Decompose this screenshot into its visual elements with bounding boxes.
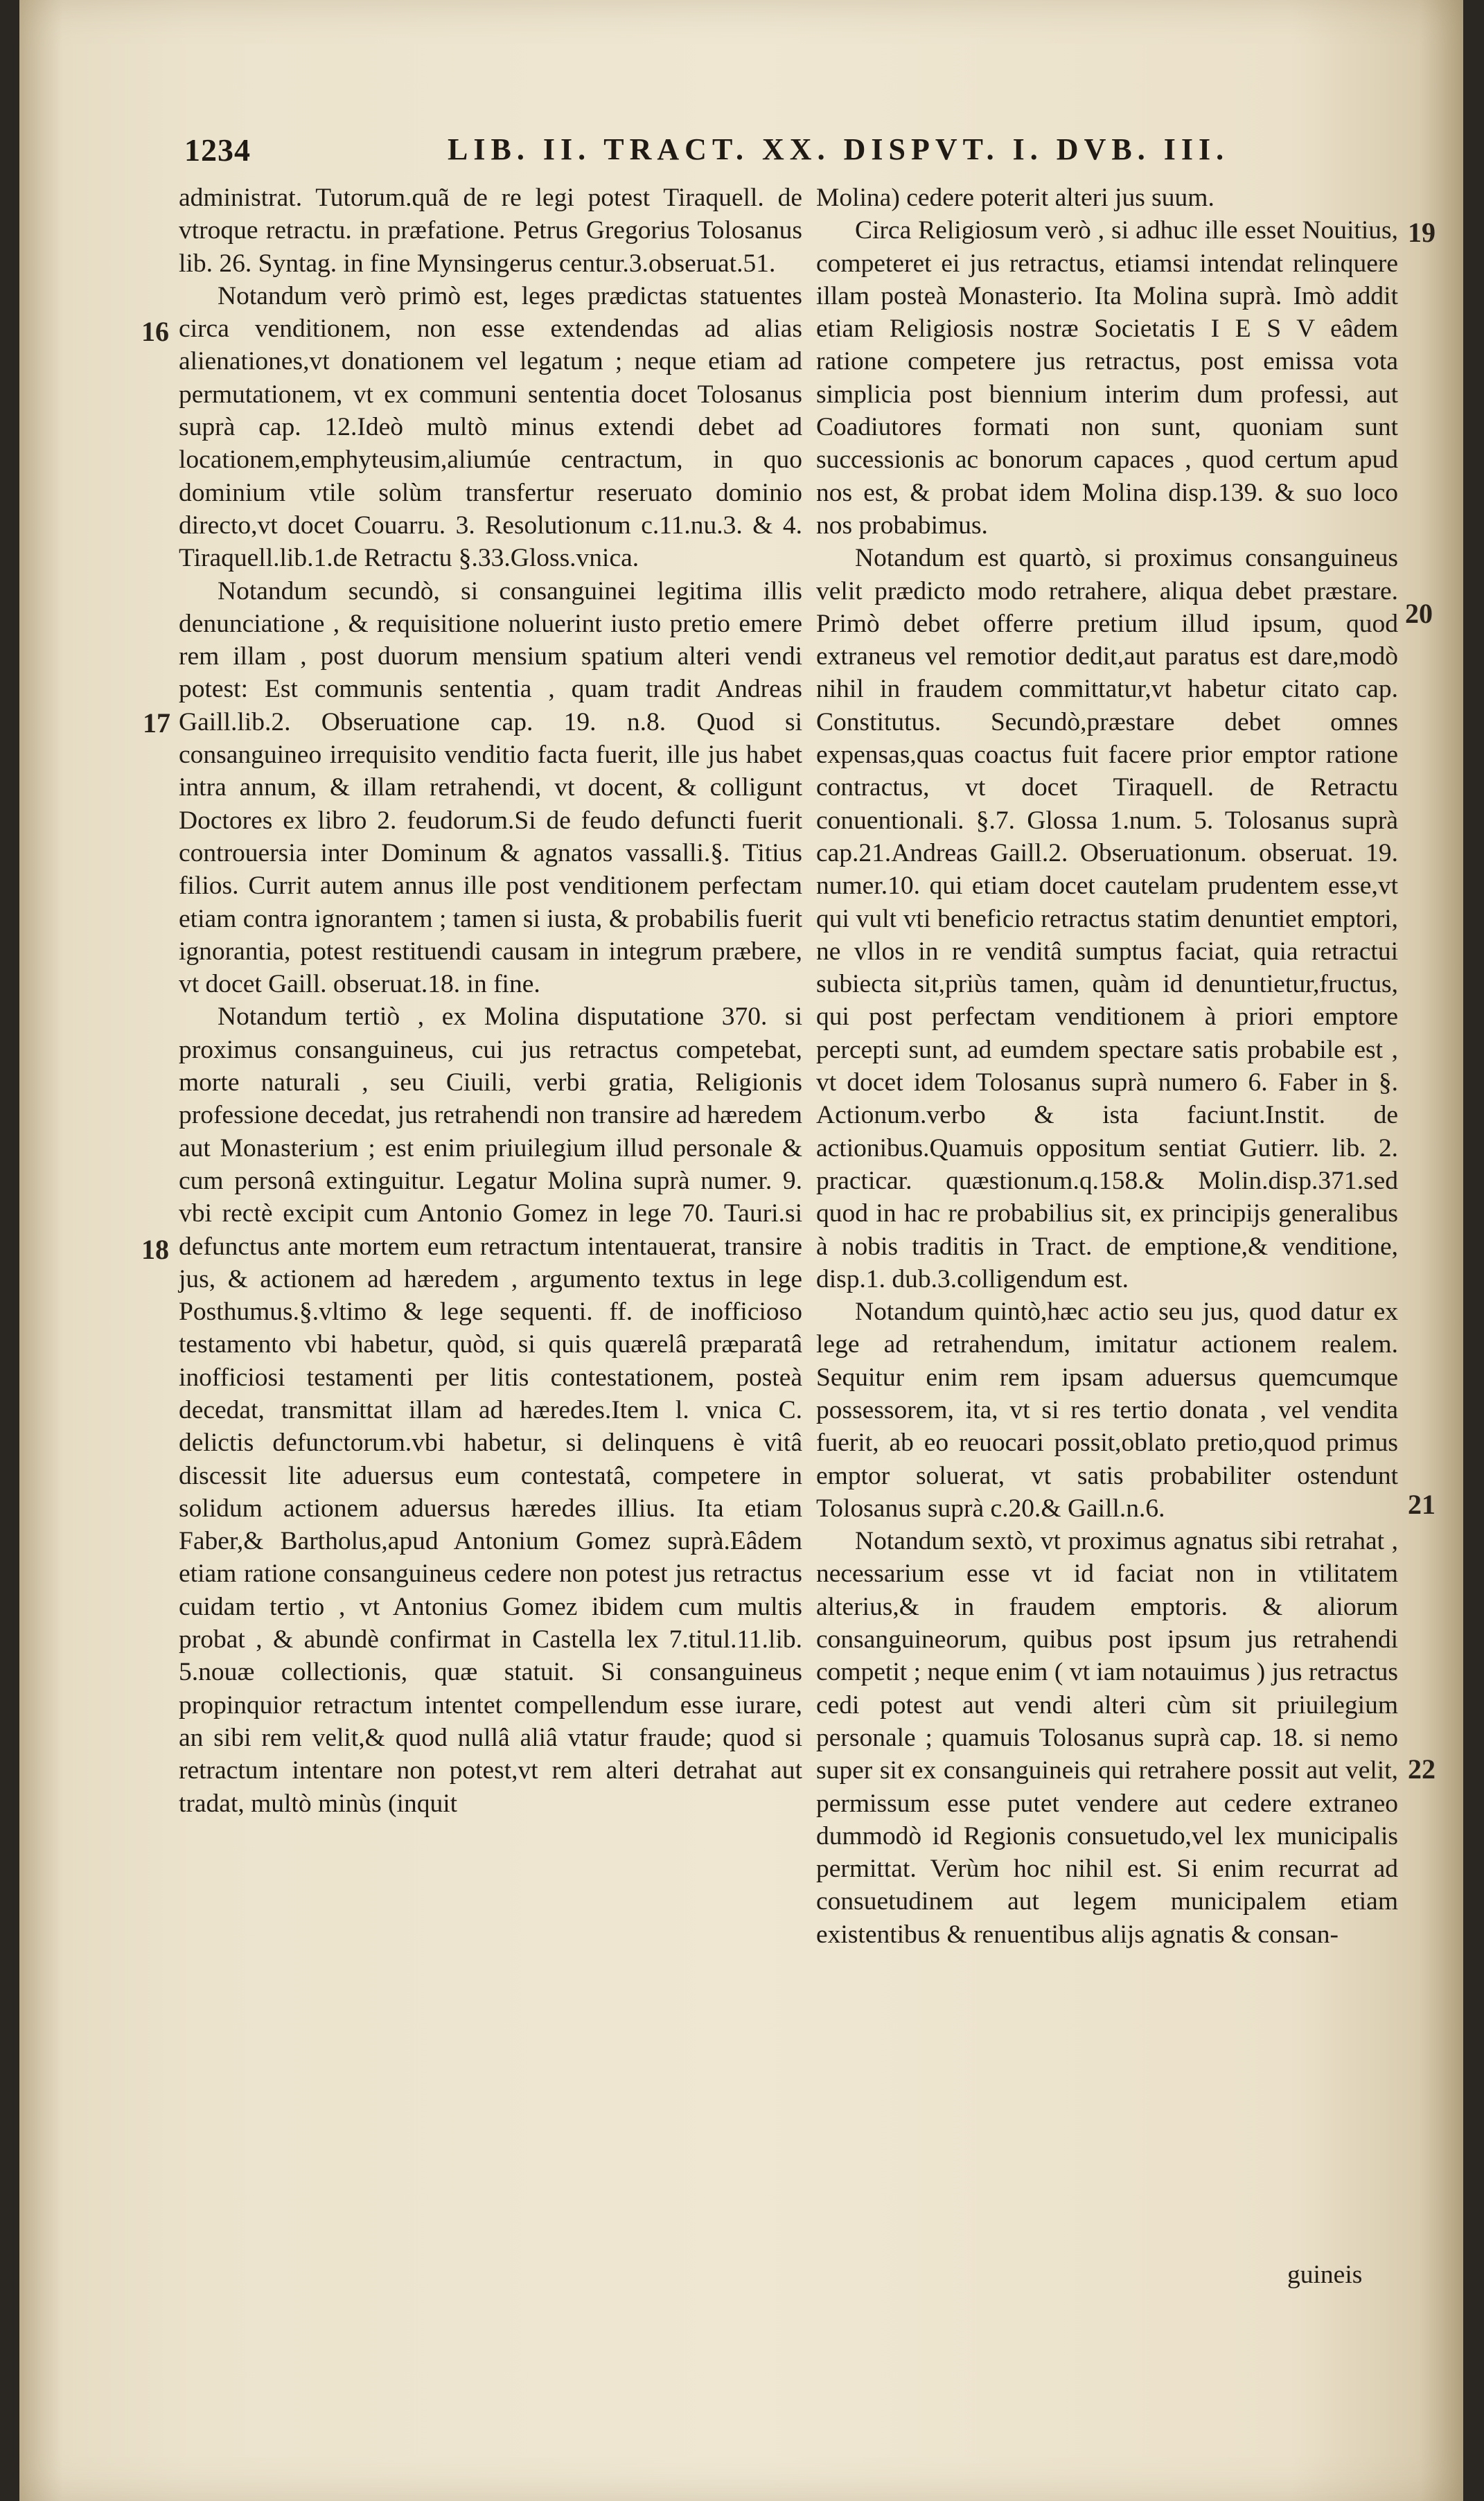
paragraph: Notandum quintò,hæc actio seu jus, quod datur ex lege ad retrahendum, imitatur actionem realem. Sequitur enim rem ipsam aduersus quemcumque possessorem, ita, vt si res tertio donata , vel vendita fuerit, ab eo reuocari possit,oblato pretio,quod primus emptor soluerat, vt satis probabiliter ostendunt Tolosanus suprà c.20.& Gaill.n.6. xyxy=(816,1298,1398,1523)
paragraph: Circa Religiosum verò , si adhuc ille esset Nouitius, competeret ei jus retractus, etiamsi intendat relinquere illam posteà Monasterio. Ita Molina suprà. Imò addit etiam Religiosis nostræ Societatis I E S V eâdem ratione competere jus retractus, post emissa vota simplicia post biennium interim dum professi, aut Coadiutores formati non sunt, quoniam sunt successionis ac bonorum capaces , quod certum apud nos est, & probat idem Molina disp.139. & suo loco nos probabimus. xyxy=(816,216,1398,540)
margin-number: 17 xyxy=(143,707,170,739)
running-title: LIB. II. TRACT. XX. DISPVT. I. DVB. III. xyxy=(448,132,1230,166)
paragraph: Notandum tertiò , ex Molina disputatione 370. si proximus consanguineus, cui jus retractus competebat, morte naturali , seu Ciuili, verbi gratia, Religionis professione decedat, jus retrahendi non transire ad hæredem aut Monasterium ; est enim priuilegium illud personale & cum personâ extinguitur. Legatur Molina suprà numer. 9. vbi rectè excipit cum Antonio Gomez in lege 70. Tauri.si defunctus ante mortem eum retractum intentauerat, transire jus, & actionem ad hæredem , argumento textus in lege Posthumus.§.vltimo & lege sequenti. ff. de inofficioso testamento vbi habetur, quòd, si quis quærelâ præparatâ inofficiosi testamenti per litis contestationem, posteà decedat, transmittat illam ad hæredes.Item l. vnica C. delictis defunctorum.vbi habetur, si delinquens è vitâ discessit lite aduersus eum contestatâ, competere in solidum actionem aduersus hæredes illius. Ita etiam Faber,& Bartholus,apud Antonium Gomez suprà.Eâdem etiam ratione consanguineus cedere non potest jus retractus cuidam tertio , vt Antonius Gomez ibidem cum multis probat , & abundè confirmat in Castella lex 7.titul.11.lib. 5.nouæ collectionis, quæ statuit. Si consanguineus propinquior retractum intentet compellendum esse iurare, an sibi rem velit,& quod nullâ aliâ vtatur fraude; quod si retractum intentare non potest,vt rem alteri detrahat aut tradat, multò minùs (inquit xyxy=(179,1002,802,1818)
page-header xyxy=(184,132,1251,180)
left-column xyxy=(179,182,802,1820)
margin-number: 18 xyxy=(141,1234,169,1265)
book-page xyxy=(19,0,1463,2501)
margin-number: 21 xyxy=(1408,1489,1436,1520)
page-number: 1234 xyxy=(184,132,251,168)
catchword: guineis xyxy=(1287,2261,1363,2289)
paragraph: Notandum secundò, si consanguinei legitima illis denunciatione , & requisitione noluerint iusto pretio emere rem illam , post duorum mensium spatium alteri vendi potest: Est communis sententia , quam tradit Andreas Gaill.lib.2. Obseruatione cap. 19. n.8. Quod si consanguineo irrequisito venditio facta fuerit, ille jus habet intra annum, & illam retrahendi, vt docent, & colligunt Doctores ex libro 2. feudorum.Si de feudo defuncti fuerit controuersia inter Dominum & agnatos vassalli.§. Titius filios. Currit autem annus ille post venditionem perfectam etiam contra ignorantem ; tamen si iusta, & probabilis fuerit ignorantia, potest restituendi causam in integrum præbere, vt docet Gaill. obseruat.18. in fine. xyxy=(179,576,802,999)
paragraph: Notandum sextò, vt proximus agnatus sibi retrahat , necessarium esse vt id faciat non in vtilitatem alterius,& in fraudem emptoris. & aliorum consanguineorum, quibus post ipsum jus retrahendi competit ; neque enim ( vt iam notauimus ) jus retractus cedi potest aut vendi alteri cùm sit priuilegium personale ; quamuis Tolosanus suprà cap. 18. si nemo super sit ex consanguineis qui retrahere possit aut velit, permissum esse putet vendere aut cedere extraneo dummodò id Regionis consuetudo,vel lex municipalis permittat. Verùm hoc nihil est. Si enim recurrat ad consuetudinem aut legem municipalem etiam existentibus & renuentibus alijs agnatis & consan- xyxy=(816,1527,1398,1949)
paragraph: Notandum est quartò, si proximus consanguineus velit prædicto modo retrahere, aliqua debet præstare. Primò debet offerre pretium illud ipsum, quod extraneus vel remotior dedit,aut paratus est dare,modò nihil in fraudem committatur,vt habetur citato cap. Constitutus. Secundò,præstare debet omnes expensas,quas coactus fuit facere prior emptor ratione contractus, vt docet Tiraquell. de Retractu conuentionali. §.7. Glossa 1.num. 5. Tolosanus suprà cap.21.Andreas Gaill.2. Obseruationum. obseruat. 19. numer.10. qui etiam docet cautelam prudentem esse,vt qui vult vti beneficio retractus statim denuntiet emptori, ne vllos in re venditâ sumptus faciat, quia retractui subiecta sit,priùs tamen, quàm id denuntietur,fructus, qui post perfectam venditionem à priori emptore percepti sunt, ad eumdem spectare satis probabile est , vt docet idem Tolosanus suprà numero 6. Faber in §. Actionum.verbo & ista faciunt.Instit. de actionibus.Quamuis oppositum sentiat Gutierr. lib. 2. practicar. quæstionum.q.158.& Molin.disp.371.sed quod in hac re probabilius sit, ex principijs generalibus à nobis traditis in Tract. de emptione,& venditione, disp.1. dub.3.colligendum est. xyxy=(816,544,1398,1293)
margin-number: 16 xyxy=(141,316,169,347)
paragraph: administrat. Tutorum.quã de re legi potest Tiraquell. de vtroque retractu. in præfatione. Petrus Gregorius Tolosanus lib. 26. Syntag. in fine Mynsingerus centur.3.obseruat.51. xyxy=(179,184,802,278)
paragraph: Notandum verò primò est, leges prædictas statuentes circa venditionem, non esse extendendas ad alias alienationes,vt donationem vel legatum ; neque etiam ad permutationem, vt ex communi sententia docet Tolosanus suprà cap. 12.Ideò multò minus extendi debet ad locationem,emphyteusim,aliumúe centractum, in quo dominium vtile solùm transfertur reseruato dominio directo,vt docet Couarru. 3. Resolutionum c.11.nu.3. & 4. Tiraquell.lib.1.de Retractu §.33.Gloss.vnica. xyxy=(179,281,802,573)
paragraph: Molina) cedere poterit alteri jus suum. xyxy=(816,184,1214,212)
margin-number: 19 xyxy=(1408,217,1436,248)
margin-number: 22 xyxy=(1408,1753,1436,1785)
right-column xyxy=(816,182,1398,1951)
margin-number: 20 xyxy=(1405,598,1433,629)
